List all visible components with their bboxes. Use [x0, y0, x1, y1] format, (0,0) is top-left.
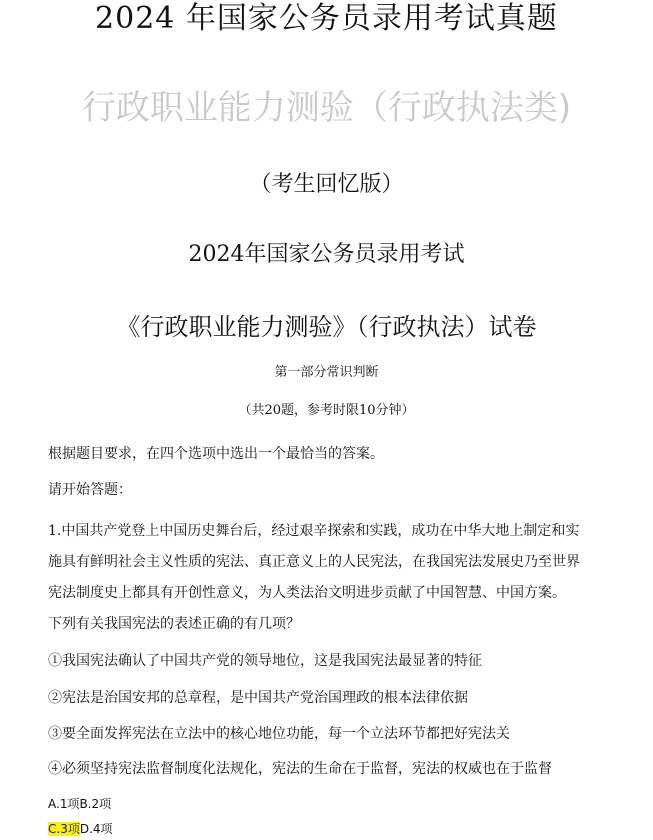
question-line: 宪法制度史上都具有开创性意义，为人类法治文明进步贡献了中国智慧、中国方案。 — [48, 585, 566, 601]
start-prompt: 请开始答题： — [48, 482, 132, 498]
options-row-1 — [48, 795, 111, 813]
option-a: A.1项 — [48, 797, 80, 811]
option-b: B.2项 — [79, 797, 112, 811]
statement-2: ②宪法是治国安邦的总章程，是中国共产党治国理政的根本法律依据 — [48, 690, 468, 706]
section-title: 第一部分常识判断 — [274, 365, 379, 380]
paper-title: 《行政职业能力测验》（行政执法）试卷 — [116, 313, 537, 341]
edition-label: （考生回忆版） — [249, 172, 404, 197]
option-d: D.4项 — [79, 822, 113, 836]
statement-4: ④必须坚持宪法监督制度化法规化，宪法的生命在于监督，宪法的权威也在于监督 — [48, 761, 552, 777]
question-line: 施具有鲜明社会主义性质的宪法、真正意义上的人民宪法，在我国宪法发展史乃至世界 — [48, 554, 580, 570]
question-prompt: 下列有关我国宪法的表述正确的有几项？ — [48, 616, 300, 632]
question-stem — [48, 516, 618, 640]
exam-name: 2024年国家公务员录用考试 — [188, 242, 465, 267]
question-line: 1.中国共产党登上中国历史舞台后，经过艰辛探索和实践，成功在中华大地上制定和实 — [48, 523, 580, 539]
statement-1: ①我国宪法确认了中国共产党的领导地位，这是我国宪法最显著的特征 — [48, 653, 482, 669]
subject-watermark: 行政职业能力测验（行政执法类) — [81, 88, 572, 128]
instruction-text: 根据题目要求，在四个选项中选出一个最恰当的答案。 — [48, 446, 384, 462]
section-info: （共20题，参考时限10分钟） — [238, 403, 415, 418]
option-c-highlighted: C.3项 — [48, 822, 80, 836]
exam-title: 2024 年国家公务员录用考试真题 — [95, 1, 558, 36]
statement-3: ③要全面发挥宪法在立法中的核心地位功能，每一个立法环节都把好宪法关 — [48, 726, 510, 742]
options-row-2 — [48, 820, 113, 838]
